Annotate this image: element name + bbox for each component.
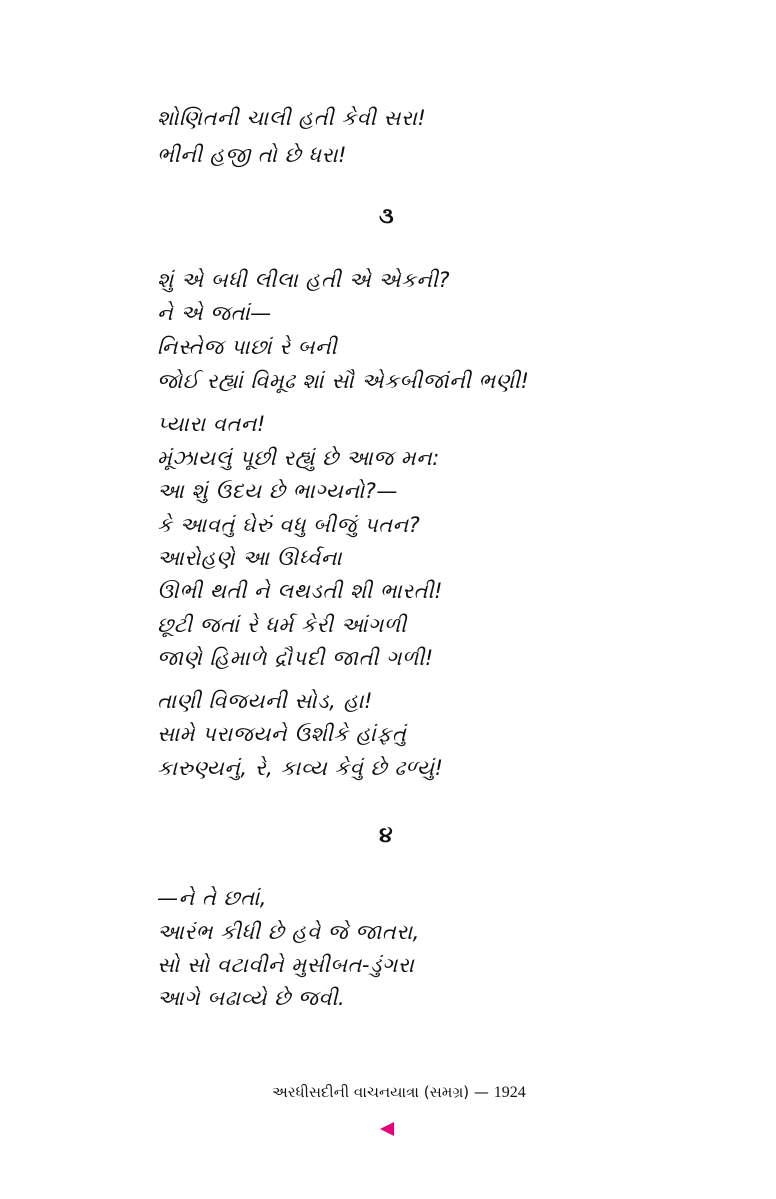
poem-line: જાણે હિમાળે દ્રૌપદી જાતી ગળી! <box>157 646 434 670</box>
poem-line: સો સો વટાવીને મુસીબત-ડુંગરા <box>157 953 415 977</box>
poem-line: જોઈ રહ્યાં વિમૂઢ શાં સૌ એકબીજાંની ભણી! <box>157 369 530 393</box>
poem-line: પ્યારા વતન! <box>157 412 266 436</box>
poem-line: સામે પરાજયને ઉશીકે હાંફતું <box>157 722 407 746</box>
poem-line: ને એ જતાં— <box>157 301 272 325</box>
poem-line: છૂટી જતાં રે ધર્મ કેરી આંગળી <box>157 613 407 637</box>
poem-line: આરોહણે આ ઊર્ધ્વના <box>157 546 343 570</box>
previous-page-icon[interactable] <box>380 1122 394 1136</box>
poem-line: શોણિતની ચાલી હતી કેવી સરા! <box>157 106 427 130</box>
poem-line: —ને તે છતાં, <box>157 886 267 910</box>
book-title: અરધીસદીની વાચનયાત્રા (સમગ્ર) — <box>272 1083 494 1101</box>
poem-line: કે આવતું ઘેરું વધુ બીજું પતન? <box>157 513 421 537</box>
poem-line: આગે બઢાવ્યે છે જવી. <box>157 986 346 1010</box>
poem-line: ઊભી થતી ને લથડતી શી ભારતી! <box>157 579 443 603</box>
poem-line: આરંભ કીધી છે હવે જે જાતરા, <box>157 920 420 944</box>
poem-line: આ શું ઉદય છે ભાગ્યનો?— <box>157 479 398 503</box>
page-number: 1924 <box>493 1084 526 1101</box>
poem-line: તાણી વિજયની સોડ, હા! <box>157 689 373 713</box>
page-footer <box>272 1083 526 1102</box>
poem-line: શું એ બધી લીલા હતી એ એકની? <box>157 268 451 292</box>
poem-line: કારુણ્યનું, રે, કાવ્ય કેવું છે ઢળ્યું! <box>157 756 444 780</box>
poem-line: નિસ્તેજ પાછાં રે બની <box>157 335 338 359</box>
section-number-3: ૩ <box>379 204 394 229</box>
poem-line: મૂંઝાયલું પૂછી રહ્યું છે આજ મન: <box>157 446 440 470</box>
poem-line: ભીની હજી તો છે ધરા! <box>157 143 347 167</box>
section-number-4: ૪ <box>379 823 393 848</box>
